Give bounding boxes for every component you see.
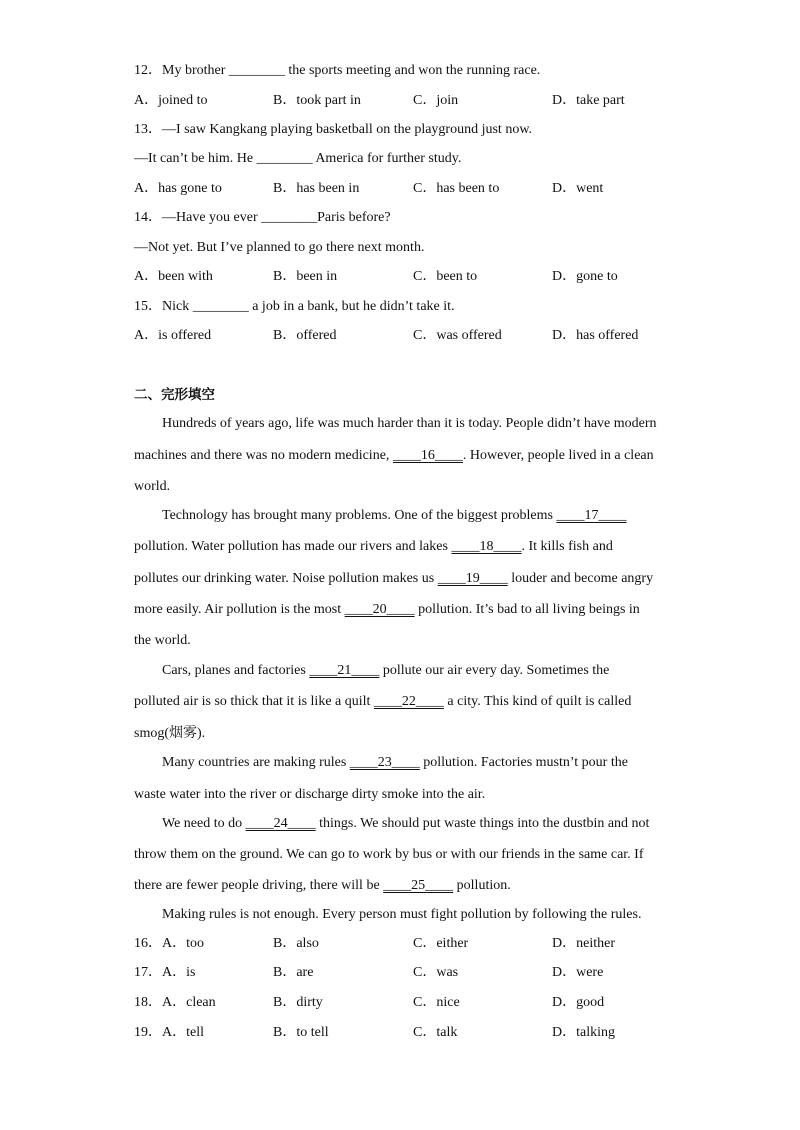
option-c[interactable]: C．join: [413, 93, 459, 108]
answer-18-options: [134, 994, 694, 1012]
answer-number: 17．: [134, 965, 162, 980]
option-b[interactable]: B．has been in: [273, 181, 360, 196]
option-b[interactable]: B．been in: [273, 269, 338, 284]
option-a[interactable]: A．been with: [134, 269, 213, 284]
option-a[interactable]: 17．A．is: [134, 965, 196, 980]
option-d[interactable]: D．were: [552, 965, 604, 980]
blank-24[interactable]: ____24____: [245, 816, 316, 831]
option-b[interactable]: B．to tell: [273, 1025, 329, 1040]
question-15-stem: 15．Nick ________ a job in a bank, but he didn’t take it.: [134, 299, 455, 314]
passage-line: We need to do ____24____ things. We should put waste things into the dustbin and not: [162, 816, 650, 831]
blank-25[interactable]: ____25____: [383, 878, 454, 893]
option-c[interactable]: C．been to: [413, 269, 478, 284]
passage-line: waste water into the river or discharge dirty smoke into the air.: [134, 787, 486, 802]
passage-line: Technology has brought many problems. One of the biggest problems ____17____: [162, 508, 627, 523]
option-d[interactable]: D．neither: [552, 936, 615, 951]
passage-line: Making rules is not enough. Every person must fight pollution by following the rules.: [162, 907, 642, 922]
question-13-stem: 13．—I saw Kangkang playing basketball on the playground just now.: [134, 122, 533, 137]
option-d[interactable]: D．talking: [552, 1025, 615, 1040]
passage-line: polluted air is so thick that it is like a quilt ____22____ a city. This kind of quilt is called: [134, 694, 632, 709]
passage-line: Cars, planes and factories ____21____ pollute our air every day. Sometimes the: [162, 663, 610, 678]
passage-line: machines and there was no modern medicine, ____16____. However, people lived in a clean: [134, 448, 654, 463]
option-a[interactable]: 19．A．tell: [134, 1025, 204, 1040]
option-b[interactable]: B．dirty: [273, 995, 323, 1010]
question-13-stem-reply: —It can’t be him. He ________ America for further study.: [134, 151, 462, 166]
passage-line: the world.: [134, 633, 191, 648]
blank-18[interactable]: ____18____: [451, 539, 522, 554]
option-d[interactable]: D．gone to: [552, 269, 618, 284]
blank-17[interactable]: ____17____: [556, 508, 627, 523]
answer-17-options: [134, 964, 694, 982]
answer-number: 19．: [134, 1025, 162, 1040]
answer-number: 16．: [134, 936, 162, 951]
option-b[interactable]: B．took part in: [273, 93, 361, 108]
question-14-stem-reply: —Not yet. But I’ve planned to go there next month.: [134, 240, 425, 255]
option-c[interactable]: C．talk: [413, 1025, 458, 1040]
option-d[interactable]: D．has offered: [552, 328, 639, 343]
passage-line: Hundreds of years ago, life was much harder than it is today. People didn’t have modern: [162, 416, 657, 431]
option-c[interactable]: C．was offered: [413, 328, 502, 343]
question-14-options: [134, 268, 694, 286]
passage-line: world.: [134, 479, 171, 494]
passage-line: pollutes our drinking water. Noise pollution makes us ____19____ louder and become angry: [134, 571, 654, 586]
passage-line: throw them on the ground. We can go to work by bus or with our friends in the same car. If: [134, 847, 644, 862]
option-c[interactable]: C．either: [413, 936, 469, 951]
option-c[interactable]: C．has been to: [413, 181, 500, 196]
option-a[interactable]: 16．A．too: [134, 936, 204, 951]
option-b[interactable]: B．are: [273, 965, 314, 980]
blank-16[interactable]: ____16____: [392, 448, 463, 463]
option-c[interactable]: C．nice: [413, 995, 460, 1010]
answer-16-options: [134, 935, 694, 953]
section-title: 二、完形填空: [134, 387, 215, 403]
answer-19-options: [134, 1024, 694, 1042]
option-d[interactable]: D．good: [552, 995, 605, 1010]
option-d[interactable]: D．take part: [552, 93, 625, 108]
passage-line: Many countries are making rules ____23____ pollution. Factories mustn’t pour the: [162, 755, 628, 770]
passage-line: more easily. Air pollution is the most ____20____ pollution. It’s bad to all living beings in: [134, 602, 640, 617]
blank-23[interactable]: ____23____: [349, 755, 420, 770]
question-14-stem: 14．—Have you ever ________Paris before?: [134, 210, 391, 225]
blank-19[interactable]: ____19____: [437, 571, 508, 586]
option-a[interactable]: A．is offered: [134, 328, 212, 343]
passage-line: smog(烟雾).: [134, 726, 206, 741]
passage-line: there are fewer people driving, there will be ____25____ pollution.: [134, 878, 511, 893]
option-a[interactable]: A．has gone to: [134, 181, 222, 196]
option-a[interactable]: A．joined to: [134, 93, 208, 108]
question-12-options: [134, 92, 694, 110]
option-b[interactable]: B．offered: [273, 328, 337, 343]
blank-22[interactable]: ____22____: [373, 694, 444, 709]
option-c[interactable]: C．was: [413, 965, 459, 980]
passage-line: pollution. Water pollution has made our rivers and lakes ____18____. It kills fish and: [134, 539, 613, 554]
option-d[interactable]: D．went: [552, 181, 604, 196]
option-b[interactable]: B．also: [273, 936, 319, 951]
question-13-options: [134, 180, 694, 198]
option-a[interactable]: 18．A．clean: [134, 995, 216, 1010]
question-12-stem: 12．My brother ________ the sports meeting and won the running race.: [134, 63, 541, 78]
blank-20[interactable]: ____20____: [344, 602, 415, 617]
blank-21[interactable]: ____21____: [309, 663, 380, 678]
answer-number: 18．: [134, 995, 162, 1010]
question-15-options: [134, 327, 694, 345]
